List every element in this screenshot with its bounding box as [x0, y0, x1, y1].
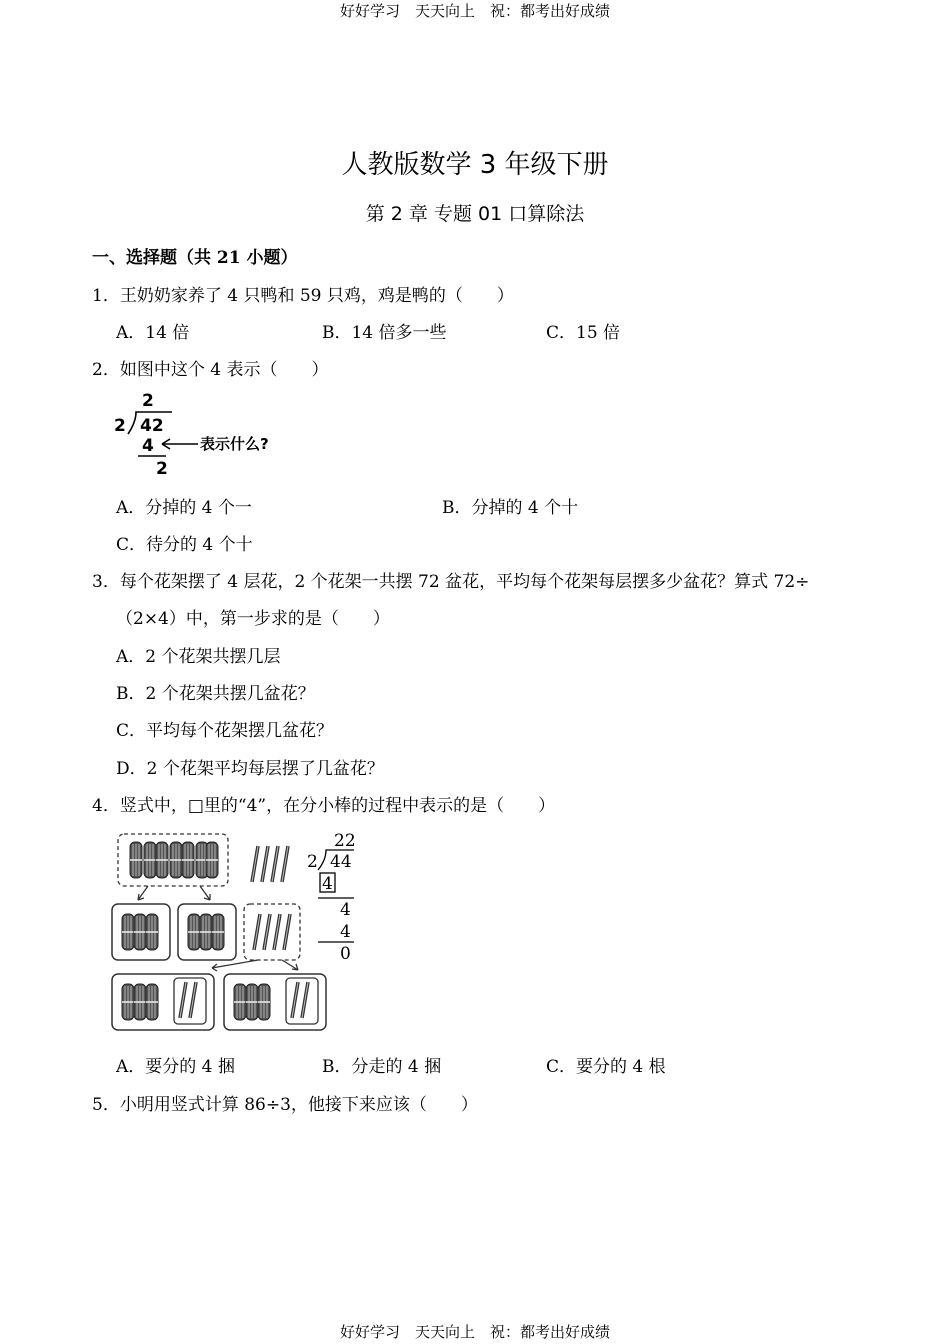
- question-3-option-b: B．2 个花架共摆几盆花？: [116, 684, 315, 704]
- q2-remainder: 2: [156, 459, 168, 479]
- question-5-stem: 5．小明用竖式计算 86÷3，他接下来应该（ ）: [92, 1095, 478, 1115]
- q4-quotient: 22: [334, 831, 356, 851]
- question-2-option-c: C．待分的 4 个十: [116, 535, 253, 555]
- q4-divisor: 2: [307, 852, 318, 872]
- question-3-stem-line2: （2×4）中，第一步求的是（ ）: [116, 609, 390, 629]
- q2-divisor: 2: [114, 416, 126, 436]
- q2-product: 4: [142, 436, 154, 456]
- question-1-stem: 1．王奶奶家养了 4 只鸭和 59 只鸡，鸡是鸭的（ ）: [92, 286, 514, 306]
- question-1-option-c: C．15 倍: [546, 323, 621, 343]
- q4-dividend: 44: [330, 852, 352, 872]
- q4-remainder: 0: [340, 944, 351, 964]
- question-2-division-figure: [110, 388, 300, 480]
- question-3-option-a: A．2 个花架共摆几层: [116, 647, 281, 667]
- q2-dividend: 42: [140, 416, 164, 436]
- q2-quotient: 2: [142, 391, 154, 411]
- question-2-option-a: A．分掉的 4 个一: [116, 498, 252, 518]
- q4-dashed-group-sticks: [244, 904, 300, 960]
- q4-boxed-digit: 4: [322, 874, 333, 894]
- question-3-stem-line1: 3．每个花架摆了 4 层花，2 个花架一共摆 72 盆花，平均每个花架每层摆多少盆花？算式 72÷: [92, 572, 810, 592]
- question-4-stem: 4．竖式中，□里的“4”，在分小棒的过程中表示的是（ ）: [92, 796, 556, 816]
- page-title: 人教版数学 3 年级下册: [341, 150, 609, 180]
- page-header: 好好学习 天天向上 祝：都考出好成绩: [339, 2, 610, 20]
- question-4-option-c: C．要分的 4 根: [546, 1057, 666, 1077]
- question-2-option-b: B．分掉的 4 个十: [442, 498, 579, 518]
- q4-line4: 4: [340, 922, 351, 942]
- q2-arrow-label: 表示什么?: [200, 435, 269, 453]
- section-heading: 一、选择题（共 21 小题）: [92, 248, 298, 268]
- question-4-option-b: B．分走的 4 捆: [322, 1057, 442, 1077]
- question-3-option-d: D．2 个花架平均每层摆了几盆花？: [116, 759, 384, 779]
- question-1-option-b: B．14 倍多一些: [322, 323, 447, 343]
- page-footer: 好好学习 天天向上 祝：都考出好成绩: [339, 1323, 610, 1341]
- question-4-option-a: A．要分的 4 捆: [116, 1057, 235, 1077]
- question-2-stem: 2．如图中这个 4 表示（ ）: [92, 360, 329, 380]
- page-subtitle: 第 2 章 专题 01 口算除法: [365, 203, 585, 225]
- q4-line3: 4: [340, 900, 351, 920]
- question-4-sticks-figure: [108, 828, 368, 1038]
- question-3-option-c: C．平均每个花架摆几盆花？: [116, 721, 334, 741]
- question-1-option-a: A．14 倍: [116, 323, 190, 343]
